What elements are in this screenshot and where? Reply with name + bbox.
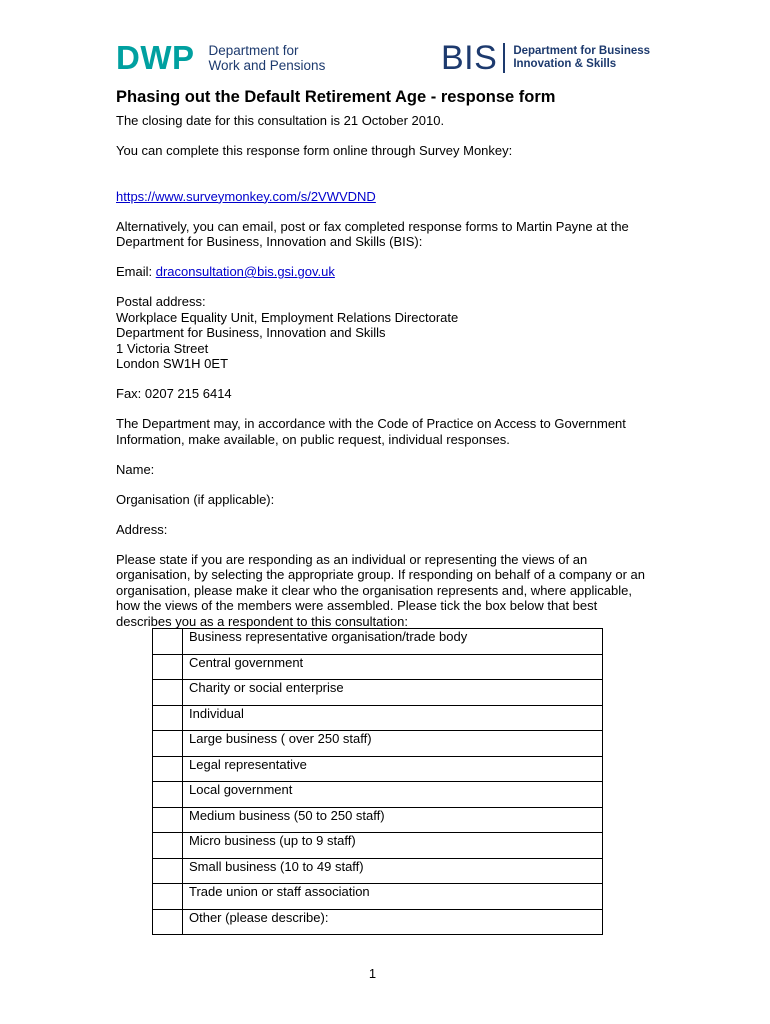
tick-box[interactable]: [153, 807, 183, 833]
tick-box[interactable]: [153, 680, 183, 706]
bis-logo-divider: [503, 43, 505, 73]
tick-box[interactable]: [153, 858, 183, 884]
bis-logo-line2: Innovation & Skills: [513, 58, 617, 70]
dwp-logo-line1: Department for: [208, 43, 299, 58]
respondent-type-label: Micro business (up to 9 staff): [183, 833, 603, 859]
respondent-type-label: Small business (10 to 49 staff): [183, 858, 603, 884]
table-row: [153, 629, 603, 655]
table-row: [153, 654, 603, 680]
closing-date-text: The closing date for this consultation is 21 October 2010.: [116, 113, 445, 128]
table-row: [153, 680, 603, 706]
address-field-label: Address:: [116, 521, 168, 537]
survey-monkey-link[interactable]: https://www.surveymonkey.com/s/2VWVDND: [116, 188, 376, 204]
table-row: [153, 807, 603, 833]
page-title: Phasing out the Default Retirement Age - response form: [116, 88, 556, 106]
respondent-type-label: Business representative organisation/trade body: [183, 629, 603, 655]
respondent-type-label: Legal representative: [183, 756, 603, 782]
email-label: Email:: [116, 264, 156, 279]
bis-logo-line1: Department for Business: [513, 44, 651, 57]
tick-box[interactable]: [153, 705, 183, 731]
tick-box[interactable]: [153, 782, 183, 808]
table-row: [153, 884, 603, 910]
department-notice: The Department may, in accordance with the Code of Practice on Access to Government Information, make available, on public request, individual responses.: [116, 416, 626, 447]
organisation-field-label: Organisation (if applicable):: [116, 491, 275, 507]
respondent-type-label: Large business ( over 250 staff): [183, 731, 603, 757]
table-row: [153, 705, 603, 731]
tick-box[interactable]: [153, 654, 183, 680]
tick-box[interactable]: [153, 884, 183, 910]
respondent-type-label: Local government: [183, 782, 603, 808]
email-paragraph: [116, 264, 656, 280]
bis-logo-text: [513, 45, 650, 72]
tick-box[interactable]: [153, 756, 183, 782]
dwp-logo-line2: Work and Pensions: [208, 58, 326, 73]
bis-logo-mark: BIS: [441, 39, 498, 77]
respondent-type-label: Individual: [183, 705, 603, 731]
page-number: 1: [368, 966, 377, 981]
table-row: [153, 782, 603, 808]
dwp-logo-text: [209, 43, 326, 73]
document-body: [116, 87, 656, 644]
tick-box[interactable]: [153, 731, 183, 757]
survey-link-paragraph: [116, 173, 656, 204]
respondent-type-label: Central government: [183, 654, 603, 680]
postal-address: Postal address: Workplace Equality Unit, Employment Relations Directorate Department for Business, Innovation and Skills 1 Victoria Street London SW1H 0ET: [116, 294, 459, 371]
table-row: [153, 756, 603, 782]
table-row: [153, 858, 603, 884]
respondent-type-label: Charity or social enterprise: [183, 680, 603, 706]
tick-box[interactable]: [153, 833, 183, 859]
respondent-type-label: Medium business (50 to 250 staff): [183, 807, 603, 833]
name-field-label: Name:: [116, 461, 155, 477]
fax-number: Fax: 0207 215 6414: [116, 386, 232, 401]
table-row: [153, 731, 603, 757]
respondent-type-table: [152, 628, 603, 935]
table-row: [153, 833, 603, 859]
bis-logo: [441, 40, 650, 76]
table-row: [153, 909, 603, 935]
respondent-type-label: Other (please describe):: [183, 909, 603, 935]
dwp-logo: [116, 40, 325, 76]
respondent-instructions: Please state if you are responding as an individual or representing the views of an organisation, by selecting the appropriate group. If responding on behalf of a company or an organisation, please make it clear who the organisation represents and, where applicable, how the views of the members were assembled. Please tick the box below that best describes you as a respondent to this consultation:: [116, 551, 646, 629]
email-link[interactable]: draconsultation@bis.gsi.gov.uk: [155, 264, 335, 279]
alternative-text: Alternatively, you can email, post or fax completed response forms to Martin Payne at the Department for Business, Innovation and Skills (BIS):: [116, 218, 629, 249]
tick-box[interactable]: [153, 629, 183, 655]
dwp-logo-mark: DWP: [116, 39, 195, 76]
respondent-type-label: Trade union or staff association: [183, 884, 603, 910]
tick-box[interactable]: [153, 909, 183, 935]
online-intro-text: You can complete this response form online through Survey Monkey:: [116, 143, 513, 158]
